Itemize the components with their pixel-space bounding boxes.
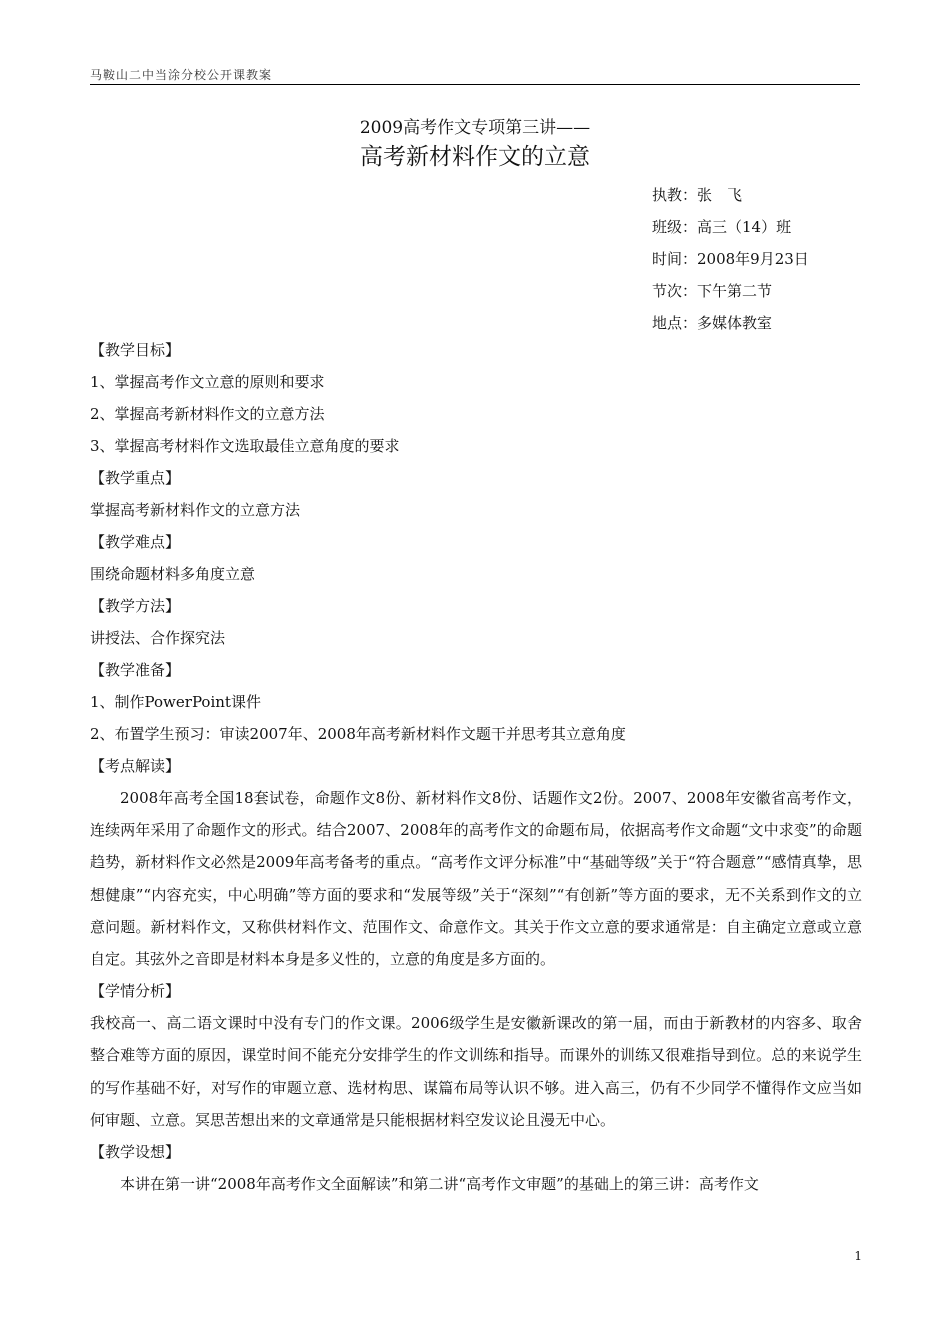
section-heading-exam-analysis: 【考点解读】 — [90, 757, 181, 775]
section-heading-goals: 【教学目标】 — [90, 341, 181, 359]
page-title: 高考新材料作文的立意 — [360, 144, 590, 170]
difficulties-text: 围绕命题材料多角度立意 — [90, 565, 256, 583]
info-period: 节次：下午第二节 — [652, 282, 773, 300]
key-points-text: 掌握高考新材料作文的立意方法 — [90, 501, 301, 519]
preparation-item: 1、制作PowerPoint课件 — [90, 693, 261, 711]
lesson-info — [652, 179, 852, 339]
page-number: 1 — [854, 1249, 862, 1263]
section-heading-preparation: 【教学准备】 — [90, 661, 181, 679]
section-heading-difficulties: 【教学难点】 — [90, 533, 181, 551]
student-analysis-paragraph: 我校高一、高二语文课时中没有专门的作文课。2006级学生是安徽新课改的第一届，而由于新教材的内容多、取舍整合难等方面的原因，课堂时间不能充分安排学生的作文训练和指导。而课外的训练又很难指导到位。总的来说学生的写作基础不好，对写作的审题立意、选材构思、谋篇布局等认识不够。进入高三，仍有不少同学不懂得作文应当如何审题、立意。冥思苦想出来的文章通常是只能根据材料空发议论且漫无中心。 — [90, 1014, 862, 1129]
goal-item: 3、掌握高考材料作文选取最佳立意角度的要求 — [90, 437, 400, 455]
methods-text: 讲授法、合作探究法 — [90, 629, 226, 647]
goal-item: 1、掌握高考作文立意的原则和要求 — [90, 373, 325, 391]
exam-analysis-paragraph: 2008年高考全国18套试卷，命题作文8份、新材料作文8份、话题作文2份。2007、2008年安徽省高考作文，连续两年采用了命题作文的形式。结合2007、2008年的高考作文的命题布局，依据高考作文命题“文中求变”的命题趋势，新材料作文必然是2009年高考备考的重点。“高考作文评分标准”中“基础等级”关于“符合题意”“感情真挚，思想健康”“内容充实，中心明确”等方面的要求和“发展等级”关于“深刻”“有创新”等方面的要求，无不关系到作文的立意问题。新材料作文，又称供材料作文、范围作文、命意作文。其关于作文立意的要求通常是：自主确定立意或立意自定。其弦外之音即是材料本身是多义性的，立意的角度是多方面的。 — [90, 789, 862, 969]
section-heading-student-analysis: 【学情分析】 — [90, 982, 181, 1001]
page-header: 马鞍山二中当涂分校公开课教案 — [90, 66, 860, 85]
goal-item: 2、掌握高考新材料作文的立意方法 — [90, 405, 325, 423]
section-heading-design: 【教学设想】 — [90, 1143, 181, 1162]
design-paragraph: 本讲在第一讲“2008年高考作文全面解读”和第二讲“高考作文审题”的基础上的第三讲：高考作文 — [120, 1175, 759, 1194]
info-location: 地点：多媒体教室 — [652, 314, 773, 332]
document-body — [90, 334, 862, 1200]
info-date: 时间：2008年9月23日 — [652, 250, 809, 268]
title-series: 2009高考作文专项第三讲—— — [359, 118, 591, 138]
info-teacher: 执教：张 飞 — [652, 186, 743, 204]
info-class: 班级：高三（14）班 — [652, 218, 792, 236]
section-heading-methods: 【教学方法】 — [90, 597, 181, 615]
preparation-item: 2、布置学生预习：审读2007年、2008年高考新材料作文题干并思考其立意角度 — [90, 725, 626, 743]
section-heading-key-points: 【教学重点】 — [90, 469, 181, 487]
